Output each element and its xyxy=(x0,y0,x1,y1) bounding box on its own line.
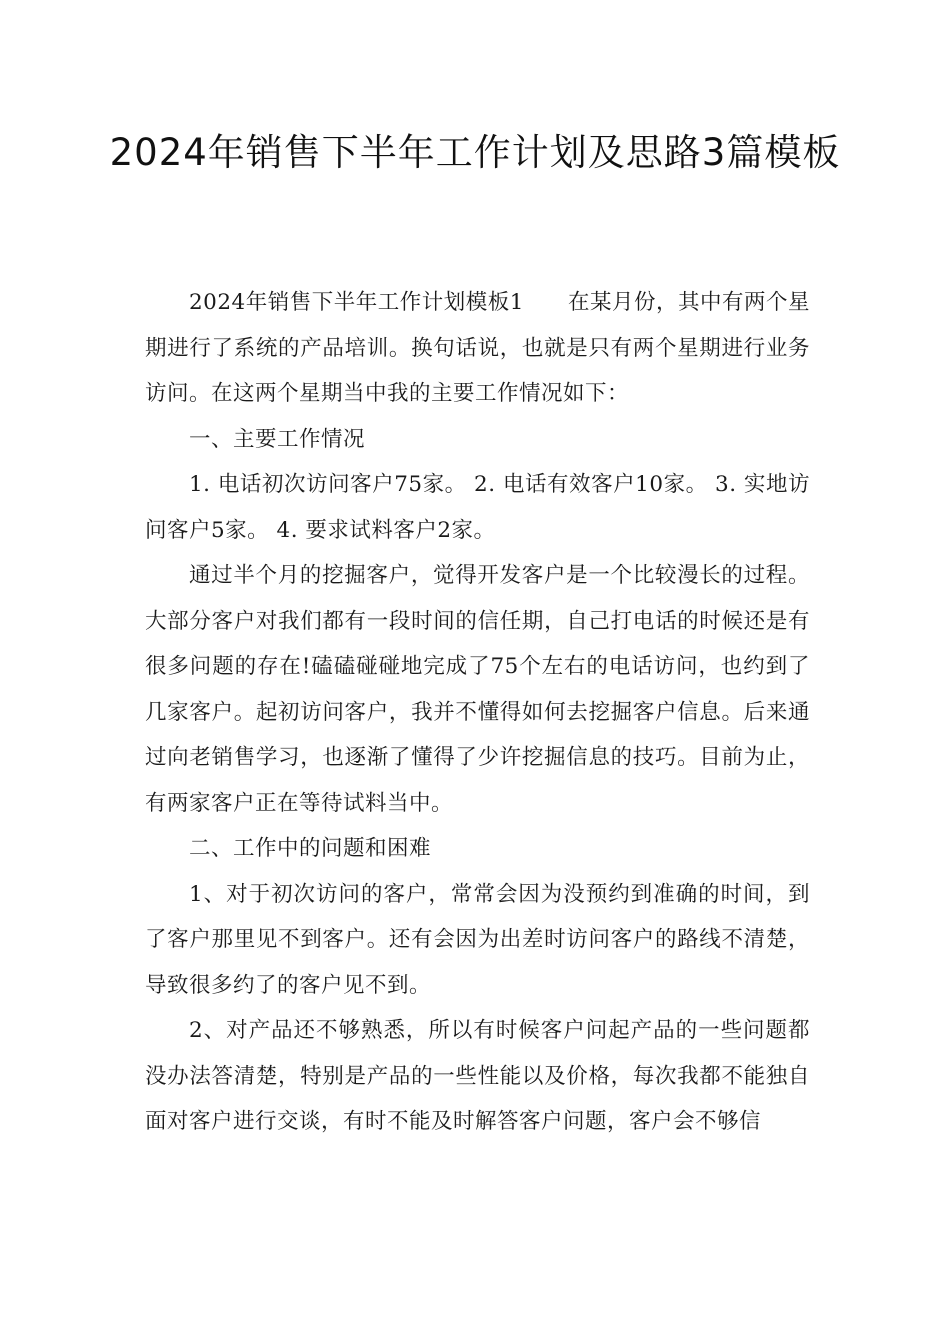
paragraph-problem-1: 1、对于初次访问的客户，常常会因为没预约到准确的时间，到了客户那里见不到客户。还有会因为出差时访问客户的路线不清楚，导致很多约了的客户见不到。 xyxy=(145,881,810,998)
paragraph-experience: 通过半个月的挖掘客户，觉得开发客户是一个比较漫长的过程。大部分客户对我们都有一段时间的信任期，自己打电话的时候还是有很多问题的存在!磕磕碰碰地完成了75个左右的电话访问，也约到了几家客户。起初访问客户，我并不懂得如何去挖掘客户信息。后来通过向老销售学习，也逐渐了懂得了少许挖掘信息的技巧。目前为止，有两家客户正在等待试料当中。 xyxy=(145,563,810,816)
paragraph-intro xyxy=(145,280,810,417)
paragraph-text: 在某月份，其中有两个星期进行了系统的产品培训。换句话说，也就是只有两个星期进行业务访问。在这两个星期当中我的主要工作情况如下： xyxy=(145,290,810,406)
paragraph-stats: 1. 电话初次访问客户75家。 2. 电话有效客户10家。 3. 实地访问客户5家。 4. 要求试料客户2家。 xyxy=(145,472,810,543)
paragraph-problem-2: 2、对产品还不够熟悉，所以有时候客户问起产品的一些问题都没办法答清楚，特别是产品的一些性能以及价格，每次我都不能独自面对客户进行交谈，有时不能及时解答客户问题，客户会不够信 xyxy=(145,1018,810,1134)
section-heading-main-work: 一、主要工作情况 xyxy=(189,426,366,452)
document-title: 2024年销售下半年工作计划及思路3篇模板 xyxy=(109,131,841,174)
document-body xyxy=(145,280,810,1145)
section-heading-template-1: 2024年销售下半年工作计划模板1 xyxy=(189,290,524,315)
section-heading-problems: 二、工作中的问题和困难 xyxy=(189,836,432,861)
